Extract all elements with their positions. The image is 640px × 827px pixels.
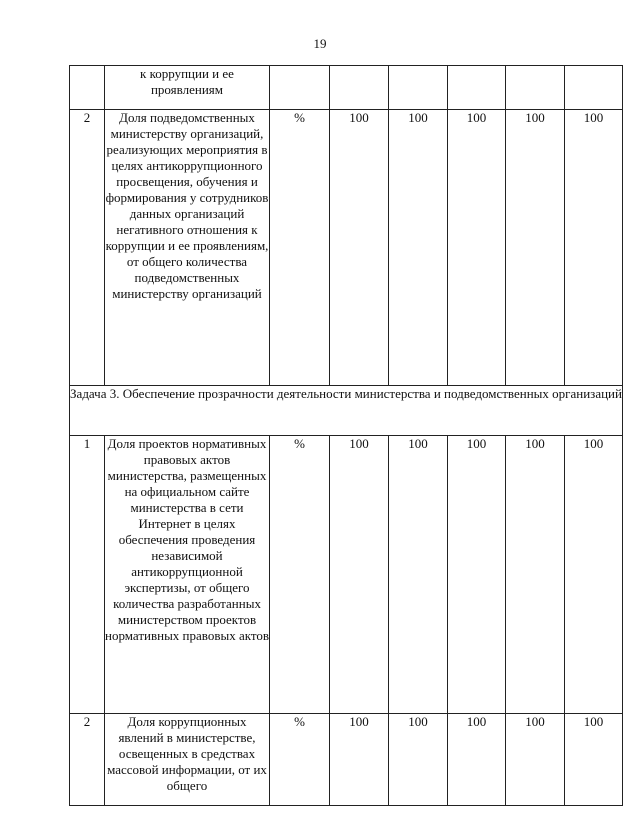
indicator-description: Доля коррупционных явлений в министерстве, освещенных в средствах массовой информации, от их общего <box>105 714 270 806</box>
value-cell: 100 <box>448 714 506 806</box>
unit-cell: % <box>270 436 330 714</box>
value-cell: 100 <box>330 436 389 714</box>
value-cell: 100 <box>565 714 623 806</box>
value-cell: 100 <box>389 110 448 386</box>
value-cell: 100 <box>330 714 389 806</box>
row-number: 2 <box>70 110 105 386</box>
value-cell: 100 <box>506 436 565 714</box>
indicators-table <box>69 65 623 806</box>
indicator-description: Доля проектов нормативных правовых актов министерства, размещенных на официальном сайте министерства в сети Интернет в целях обеспечения проведения независимой антикоррупционной экспертизы, от общего количества разработанных министерством проектов нормативных правовых актов <box>105 436 270 714</box>
value-cell: 100 <box>565 436 623 714</box>
indicator-description: Доля подведомственных министерству организаций, реализующих мероприятия в целях антикоррупционного просвещения, обучения и формирования у сотрудников данных организаций негативного отношения к коррупции и ее проявлениям, от общего количества подведомственных министерству организаций <box>105 110 270 386</box>
value-cell <box>448 66 506 110</box>
table-row <box>70 66 623 110</box>
row-number <box>70 66 105 110</box>
value-cell <box>389 66 448 110</box>
value-cell: 100 <box>389 436 448 714</box>
table-row <box>70 110 623 386</box>
row-number: 1 <box>70 436 105 714</box>
table-row <box>70 436 623 714</box>
value-cell: 100 <box>448 110 506 386</box>
value-cell: 100 <box>389 714 448 806</box>
task-row <box>70 386 623 436</box>
value-cell: 100 <box>565 110 623 386</box>
value-cell: 100 <box>330 110 389 386</box>
unit-cell: % <box>270 714 330 806</box>
unit-cell: % <box>270 110 330 386</box>
value-cell <box>565 66 623 110</box>
value-cell: 100 <box>506 714 565 806</box>
value-cell <box>506 66 565 110</box>
table-row <box>70 714 623 806</box>
task-heading: Задача 3. Обеспечение прозрачности деятельности министерства и подведомственных организаций <box>70 386 623 436</box>
value-cell: 100 <box>506 110 565 386</box>
row-number: 2 <box>70 714 105 806</box>
indicator-description: к коррупции и ее проявлениям <box>105 66 270 110</box>
value-cell <box>330 66 389 110</box>
value-cell: 100 <box>448 436 506 714</box>
unit-cell <box>270 66 330 110</box>
page-number: 19 <box>313 36 327 51</box>
